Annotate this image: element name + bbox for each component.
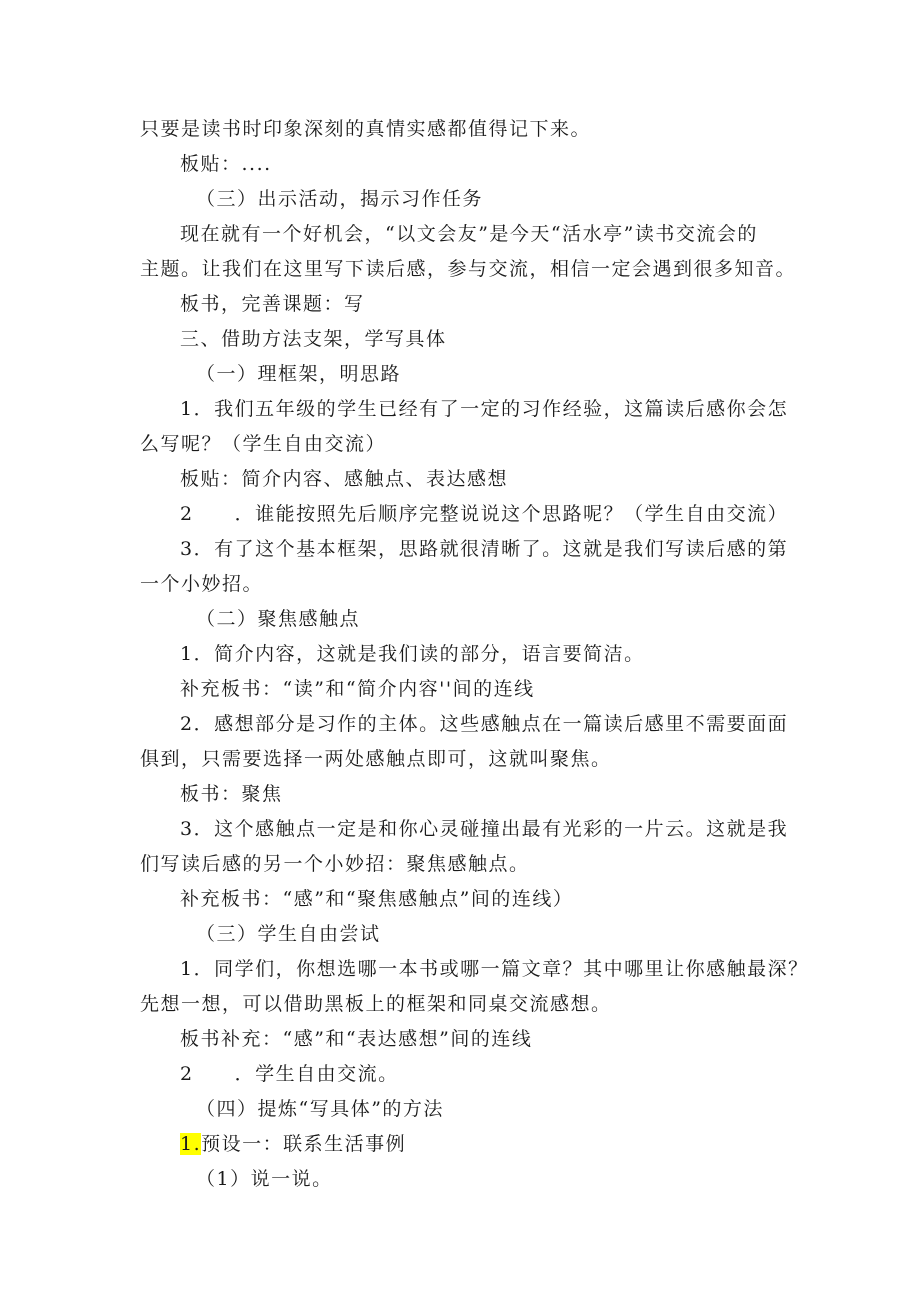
text-line: 1．我们五年级的学生已经有了一定的习作经验，这篇读后感你会怎 [180,398,789,420]
text-line: 一个小妙招。 [140,573,264,595]
text-line: 只要是读书时印象深刻的真情实感都值得记下来。 [140,118,592,140]
text-line: （1）说一说。 [196,1168,333,1190]
section-heading: （三）出示活动，揭示习作任务 [196,188,484,210]
text-line: 板贴：.... [180,153,272,175]
section-heading: （二）聚焦感触点 [196,608,361,630]
text-line: 先想一想，可以借助黑板上的框架和同桌交流感想。 [140,993,612,1015]
text-line: 2 ．谁能按照先后顺序完整说说这个思路呢？（学生自由交流） [180,503,789,525]
section-heading: （一）理框架，明思路 [196,363,402,385]
text-line: 2．感想部分是习作的主体。这些感触点在一篇读后感里不需要面面 [180,713,789,735]
text-line: 们写读后感的另一个小妙招：聚焦感触点。 [140,853,530,875]
text-line: 3．这个感触点一定是和你心灵碰撞出最有光彩的一片云。这就是我 [180,818,789,840]
text-line: 现在就有一个好机会，“以文会友”是今天“活水亭”读书交流会的 [180,223,758,245]
text-line: 1．同学们，你想选哪一本书或哪一篇文章？其中哪里让你感触最深？ [180,958,809,980]
text-line: 俱到，只需要选择一两处感触点即可，这就叫聚焦。 [140,748,612,770]
text-line: 2 ．学生自由交流。 [180,1063,399,1085]
text-line: 1．简介内容，这就是我们读的部分，语言要简洁。 [180,643,645,665]
text-line: 补充板书：“感”和“聚焦感触点”间的连线） [180,888,574,910]
text-line: 3．有了这个基本框架，思路就很清晰了。这就是我们写读后感的第 [180,538,789,560]
text-line-content: 预设一：联系生活事例 [201,1133,407,1155]
text-line: 么写呢？（学生自由交流） [140,433,387,455]
text-line: 板书补充：“感”和“表达感想”间的连线 [180,1028,533,1050]
text-line: 板贴：简介内容、感触点、表达感想 [180,468,509,490]
section-heading: 三、借助方法支架，学写具体 [180,328,447,350]
text-line: 板书：聚焦 [180,783,283,805]
highlighted-number: 1. [180,1133,202,1155]
text-line: 板书，完善课题：写 [180,293,365,315]
text-line [180,1132,406,1156]
section-heading: （四）提炼“写具体”的方法 [196,1098,444,1120]
text-line: 主题。让我们在这里写下读后感，参与交流，相信一定会遇到很多知音。 [140,258,797,280]
text-line: 补充板书：“读”和“简介内容''间的连线 [180,678,535,700]
section-heading: （三）学生自由尝试 [196,923,381,945]
